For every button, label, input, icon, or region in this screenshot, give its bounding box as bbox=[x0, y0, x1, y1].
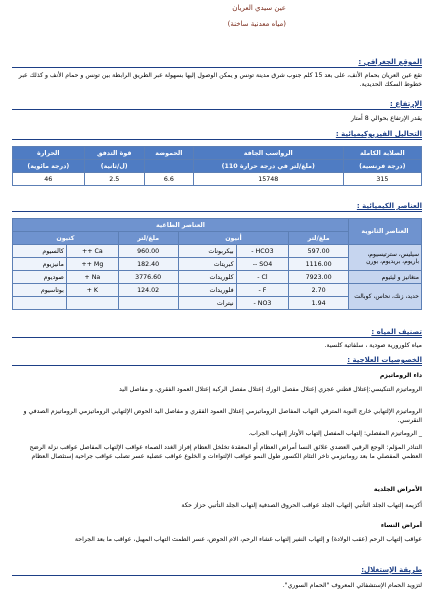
cation-mg: 960.00 bbox=[118, 245, 178, 258]
section-physchem-heading: التحاليل الفيزيوكيميائية : bbox=[12, 130, 422, 140]
cation-formula-empty bbox=[66, 297, 118, 310]
skin-diseases-heading: الأمراض الجلدية bbox=[373, 486, 422, 493]
anion-formula: Cl - bbox=[236, 271, 289, 284]
cation-mg-empty bbox=[118, 297, 178, 310]
location-text: تقع عين العريان بحمام الأنف، على بعد 15 كلم جنوب شرق مدينة تونس و يمكن الوصول إليها بسهولة عبر الطريق الرابطة بين تونس و حمام الأنف و كذلك عبر خطوط السكك الحديدية. bbox=[18, 72, 422, 88]
anion-name: نيترات bbox=[178, 297, 236, 310]
anion-formula: F - bbox=[236, 284, 289, 297]
section-altitude-heading: الإرتفاع : bbox=[12, 100, 422, 110]
physchem-value: 2.5 bbox=[84, 173, 144, 186]
rheumatism-paragraph-3: _ الروماتيزم المفصلي: إلتهاب المفصل إلتهاب الأوتار إلتهاب الجراب. bbox=[248, 430, 422, 437]
section-therapeutic-heading: الخصوصيات العلاجية : bbox=[12, 356, 422, 366]
physchem-header: الحرارة bbox=[13, 147, 85, 160]
anion-name: بيكربونات bbox=[178, 245, 236, 258]
anion-formula: HCO3 - bbox=[236, 245, 289, 258]
section-location-heading: الموقع الجغرافي : bbox=[12, 58, 422, 68]
cation-formula: K + bbox=[66, 284, 118, 297]
cation-formula: Na + bbox=[66, 271, 118, 284]
rheumatism-paragraph-2: الروماتيزم الإلتهابي خارج النوبة المترقي التهاب المفاصل الروماتيزمي إعتلال العمود الفقري و مفاصل اليد الحوض الإلتهابي الروماتيزمي الروماتيزم الصدفي و النقرسي. bbox=[23, 408, 422, 424]
altitude-text: يقدر الإرتفاع بحوالي 8 أمتار bbox=[350, 115, 422, 122]
anion-name: فلوريدات bbox=[178, 284, 236, 297]
physchem-unit-row bbox=[13, 160, 422, 173]
anion-header: أنيون bbox=[178, 232, 289, 245]
cation-formula: Ca ++ bbox=[66, 245, 118, 258]
trace-label: سيليس، سترتيسيوم، باريوم، بريديوم، بورن bbox=[349, 245, 422, 271]
physchem-header: الصلابة الكاملة bbox=[343, 147, 421, 160]
physchem-value-row bbox=[13, 173, 422, 186]
cation-name: مانيزيوم bbox=[13, 258, 67, 271]
physchem-unit bbox=[144, 160, 193, 173]
anion-mg: 597.00 bbox=[289, 245, 349, 258]
cation-header: كتيون bbox=[13, 232, 119, 245]
physchem-header: الرواسب الجافة bbox=[193, 147, 343, 160]
physchem-header-row bbox=[13, 147, 422, 160]
elements-table bbox=[12, 218, 422, 310]
usage-text: لتزويد الحمام الإستشفائي المعروف "الحمام السوري". bbox=[282, 582, 422, 589]
section-chem-elements-heading: العناصر الكيميائية : bbox=[12, 202, 422, 212]
physchem-header: الحموضة bbox=[144, 147, 193, 160]
cation-name: صوديوم bbox=[13, 271, 67, 284]
womens-diseases-heading: أمراض النساء bbox=[380, 522, 422, 529]
major-elements-header: العناصر الطاغية bbox=[13, 219, 349, 232]
anion-mg: 2.70 bbox=[289, 284, 349, 297]
document-subtitle: (مياه معدنية ساخنة) bbox=[227, 20, 286, 28]
cation-name: بوتاسيوم bbox=[13, 284, 67, 297]
rheumatism-paragraph-1: الروماتيزم التنكيسي:إعتلال قطني عجزي إعتلال مفصل الورك إعتلال مفصل الركبة إعتلال العمود الفقري، و مفاصل اليد bbox=[118, 386, 422, 393]
elements-row bbox=[13, 271, 422, 284]
trace-elements-header: العناصر الثانوية bbox=[349, 219, 422, 245]
physchem-unit: (درجة فرنسية) bbox=[343, 160, 421, 173]
physchem-table bbox=[12, 146, 422, 186]
cation-name-empty bbox=[13, 297, 67, 310]
elements-row bbox=[13, 245, 422, 258]
trace-label: منغانيز و ليثيوم bbox=[349, 271, 422, 284]
cation-mg: 124.02 bbox=[118, 284, 178, 297]
anion-name: كلوريدات bbox=[178, 271, 236, 284]
physchem-value: 15748 bbox=[193, 173, 343, 186]
cation-name: كالسيوم bbox=[13, 245, 67, 258]
physchem-value: 315 bbox=[343, 173, 421, 186]
anion-mg: 1.94 bbox=[289, 297, 349, 310]
section-classification-heading: تصنيف المياه : bbox=[12, 328, 422, 338]
physchem-value: 6.6 bbox=[144, 173, 193, 186]
physchem-unit: (درجة مائوية) bbox=[13, 160, 85, 173]
anion-formula: SO4 -- bbox=[236, 258, 289, 271]
physchem-unit: (ل/ثانية) bbox=[84, 160, 144, 173]
cation-mg: 182.40 bbox=[118, 258, 178, 271]
classification-text: مياه كلورورية صودية ، سلفاتية كلسية. bbox=[324, 342, 422, 349]
document-title: عين سيدي العريان bbox=[232, 4, 286, 12]
womens-diseases-text: عواقب إلتهاب الرحم (عقب الولادة) و إلتهاب النفير إلتهاب غشاء الرحم، الام الحوض، عسر الطمث التهاب المهبل، عواقب ما بعد الجراحة bbox=[74, 536, 422, 543]
section-usage-heading: طريقة الإستغلال: bbox=[12, 566, 422, 576]
rheumatism-heading: داء الروماتيزم bbox=[379, 372, 422, 379]
physchem-value: 46 bbox=[13, 173, 85, 186]
anion-name: كبريتات bbox=[178, 258, 236, 271]
rheumatism-paragraph-4: التناذر المؤلم: الوجع الرقبي العضدي علائق النسا أمراض العظام أو المعقدة تخلخل العظام إفراز الغدد الصماء عواقب الإلتهاب المفاصل عواقب نزلة الرضح العظمي المفصلي ما بعد روماتيزمي تاخر التئام الكسور طول النمو عواقب الإلتواءات و الخلوع عواقب عضلية عسر تصلب عواقب جراحية إستئصال العظام bbox=[29, 444, 422, 460]
cation-formula: Mg ++ bbox=[66, 258, 118, 271]
anion-mg: 1116.00 bbox=[289, 258, 349, 271]
physchem-header: قوة التدفق bbox=[84, 147, 144, 160]
cation-mg-header: ملغ/لتر bbox=[118, 232, 178, 245]
anion-formula: NO3 - bbox=[236, 297, 289, 310]
elements-group-row bbox=[13, 219, 422, 232]
elements-row bbox=[13, 284, 422, 297]
anion-mg: 7923.00 bbox=[289, 271, 349, 284]
cation-mg: 3776.60 bbox=[118, 271, 178, 284]
trace-label: حديد، زنك، نحاس، كوبالت bbox=[349, 284, 422, 310]
skin-diseases-text: أكزيمة إلتهاب الجلد التأتبي إلتهاب الجلد عواقب الحروق الصدفية إلتهاب الجلد التأتبي حزاز حكة bbox=[181, 502, 422, 509]
anion-mg-header: ملغ/لتر bbox=[289, 232, 349, 245]
physchem-unit: (ملغ/لتر في درجة حرارة 110) bbox=[193, 160, 343, 173]
